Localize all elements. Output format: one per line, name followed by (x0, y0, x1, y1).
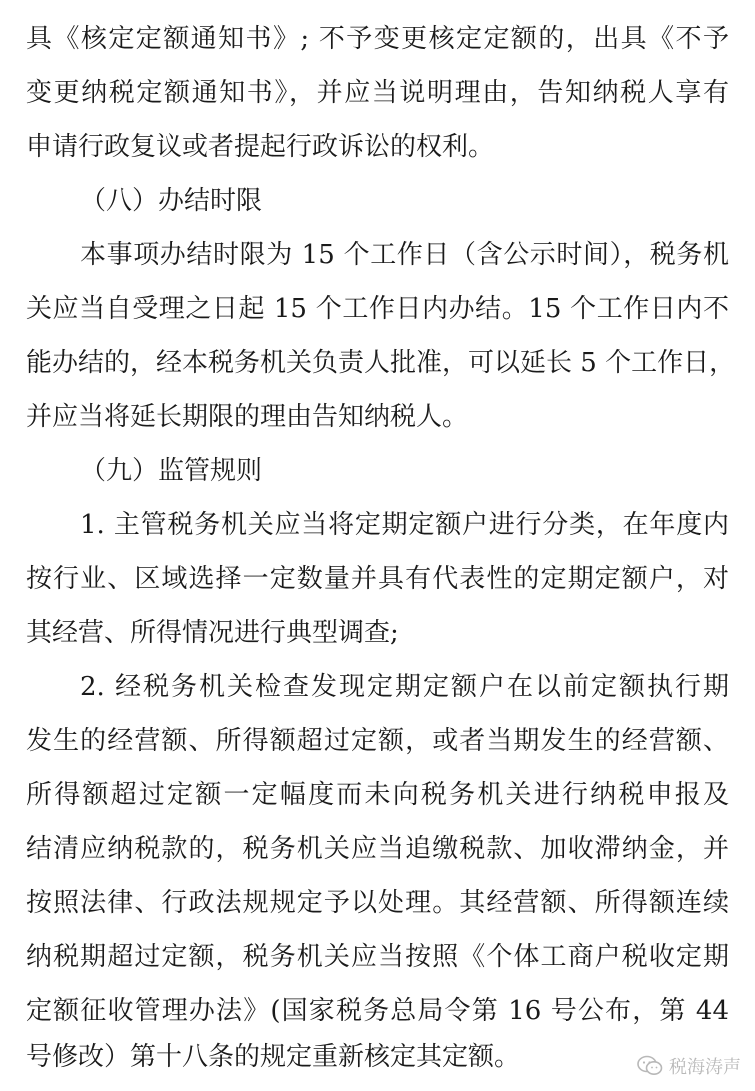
text-line-14: 发生的经营额、所得额超过定额，或者当期发生的经营额、 (26, 726, 729, 756)
text-line-3: 申请行政复议或者提起行政诉讼的权利。 (26, 132, 495, 162)
watermark-text: 税海涛声 (669, 1057, 741, 1078)
text-line-6: 关应当自受理之日起 15 个工作日内办结。15 个工作日内不 (26, 294, 729, 324)
text-line-2: 变更纳税定额通知书》，并应当说明理由，告知纳税人享有 (26, 78, 729, 108)
watermark (637, 1053, 741, 1079)
section-heading-eight: （八）办结时限 (80, 186, 263, 216)
text-line-11: 按行业、区域选择一定数量并具有代表性的定期定额户，对 (26, 564, 729, 594)
text-line-13: 2. 经税务机关检查发现定期定额户在以前定额执行期 (80, 672, 729, 702)
text-line-7: 能办结的，经本税务机关负责人批准，可以延长 5 个工作日， (26, 348, 736, 378)
section-heading-nine: （九）监管规则 (80, 456, 263, 486)
text-line-12: 其经营、所得情况进行典型调查; (26, 618, 399, 648)
text-line-5: 本事项办结时限为 15 个工作日（含公示时间），税务机 (80, 240, 729, 270)
text-line-17: 按照法律、行政法规规定予以处理。其经营额、所得额连续 (26, 888, 729, 918)
wechat-icon (637, 1055, 663, 1077)
text-line-10: 1. 主管税务机关应当将定期定额户进行分类，在年度内 (80, 510, 729, 540)
text-line-19: 定额征收管理办法》(国家税务总局令第 16 号公布，第 44 (26, 996, 729, 1026)
text-line-18: 纳税期超过定额，税务机关应当按照《个体工商户税收定期 (26, 942, 729, 972)
text-line-20: 号修改）第十八条的规定重新核定其定额。 (26, 1042, 521, 1072)
text-line-1: 具《核定定额通知书》; 不予变更核定定额的，出具《不予 (26, 24, 729, 54)
text-line-8: 并应当将延长期限的理由告知纳税人。 (26, 402, 469, 432)
text-line-15: 所得额超过定额一定幅度而未向税务机关进行纳税申报及 (26, 780, 729, 810)
text-line-16: 结清应纳税款的，税务机关应当追缴税款、加收滞纳金，并 (26, 834, 729, 864)
